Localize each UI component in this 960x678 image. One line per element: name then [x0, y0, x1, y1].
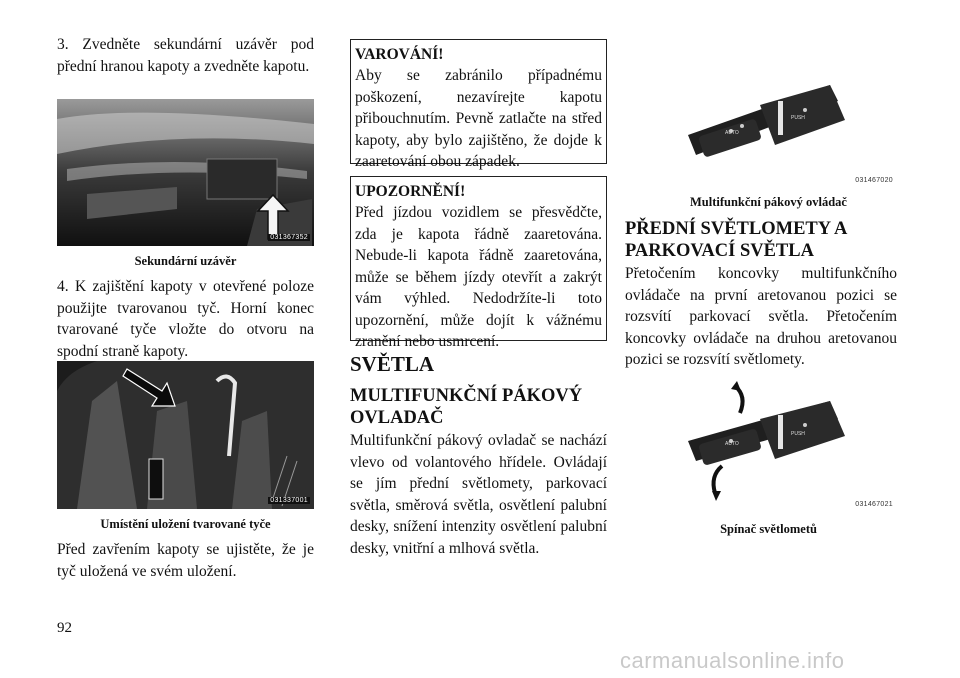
- prop-rod-illustration: [57, 361, 314, 509]
- figure-caption: Umístění uložení tvarované tyče: [100, 517, 271, 531]
- caution-title: UPOZORNĚNÍ!: [355, 183, 466, 200]
- warning-text: Aby se zabránilo případnému poškození, nezavírejte kapotu přibouchnutím. Pevně zatlačte na střed kapoty, aby bylo zajištěno, že dojde k zaaretování obou západek.: [355, 67, 602, 170]
- multifunction-lever-figure: [640, 75, 897, 188]
- caution-box: [350, 176, 607, 350]
- subsection-heading: MULTIFUNKČNÍ PÁKOVÝ: [350, 386, 583, 406]
- warning-title: VAROVÁNÍ!: [355, 46, 444, 63]
- figure-caption: Spínač světlometů: [720, 522, 817, 536]
- lever-illustration: [640, 75, 897, 188]
- auto-label: AUTO: [725, 441, 739, 447]
- switch-illustration: [640, 381, 897, 514]
- headlights-paragraph: Přetočením koncovky multifunkčního ovládače na první aretovanou pozici se rozsvítí parkovací světla. Přetočením koncovky ovládače na druhou aretovanou pozici se rozsvítí světlomety.: [625, 265, 897, 368]
- section-heading: SVĚTLA: [350, 352, 435, 376]
- figure-number: 031467020: [855, 177, 893, 184]
- figure-caption: Multifunkční pákový ovládač: [690, 195, 847, 209]
- step4-paragraph: 4. K zajištění kapoty v otevřené poloze použijte tvarovanou tyč. Horní konec tvarované tyče vložte do otvoru na spodní straně kapoty.: [57, 278, 314, 360]
- subsection-heading: OVLADAČ: [350, 408, 444, 428]
- secondary-latch-figure: [57, 99, 314, 246]
- auto-label: AUTO: [725, 130, 739, 136]
- figure-caption: Sekundární uzávěr: [134, 254, 237, 268]
- closing-paragraph: Před zavřením kapoty se ujistěte, že je tyč uložená ve svém uložení.: [57, 541, 314, 580]
- caution-text: Před jízdou vozidlem se přesvědčte, zda je kapota řádně zaaretována. Nebude-li kapota řádně zaaretována, může se během jízdy otevřít a zakrýt vám výhled. Nedodržíte-li toto upozornění, může dojít k vážnému zranění nebo usmrcení.: [355, 204, 602, 350]
- watermark: carmanualsonline.info: [620, 648, 845, 673]
- warning-box: [350, 39, 607, 170]
- figure-number: 031337001: [270, 497, 308, 504]
- prop-rod-figure: [57, 361, 314, 509]
- subsection-heading: PŘEDNÍ SVĚTLOMETY A: [625, 219, 848, 239]
- push-label: PUSH: [791, 431, 805, 437]
- figure-number: 031367352: [270, 234, 308, 241]
- secondary-latch-illustration: [57, 99, 314, 246]
- figure-number: 031467021: [855, 501, 893, 508]
- headlight-switch-figure: [640, 381, 897, 514]
- step3-paragraph: 3. Zvedněte sekundární uzávěr pod přední hranou kapoty a zvedněte kapotu.: [57, 36, 314, 75]
- lever-paragraph: Multifunkční pákový ovladač se nachází vlevo od volantového hřídele. Ovládají se jím přední světlomety, parkovací světla, směrová světla, osvětlení palubní desky, snížení intenzity osvětlení palubní desky, vnitřní a mlhová světla.: [350, 432, 607, 557]
- push-label: PUSH: [791, 115, 805, 121]
- subsection-heading: PARKOVACÍ SVĚTLA: [625, 241, 814, 261]
- page-number: 92: [57, 620, 72, 636]
